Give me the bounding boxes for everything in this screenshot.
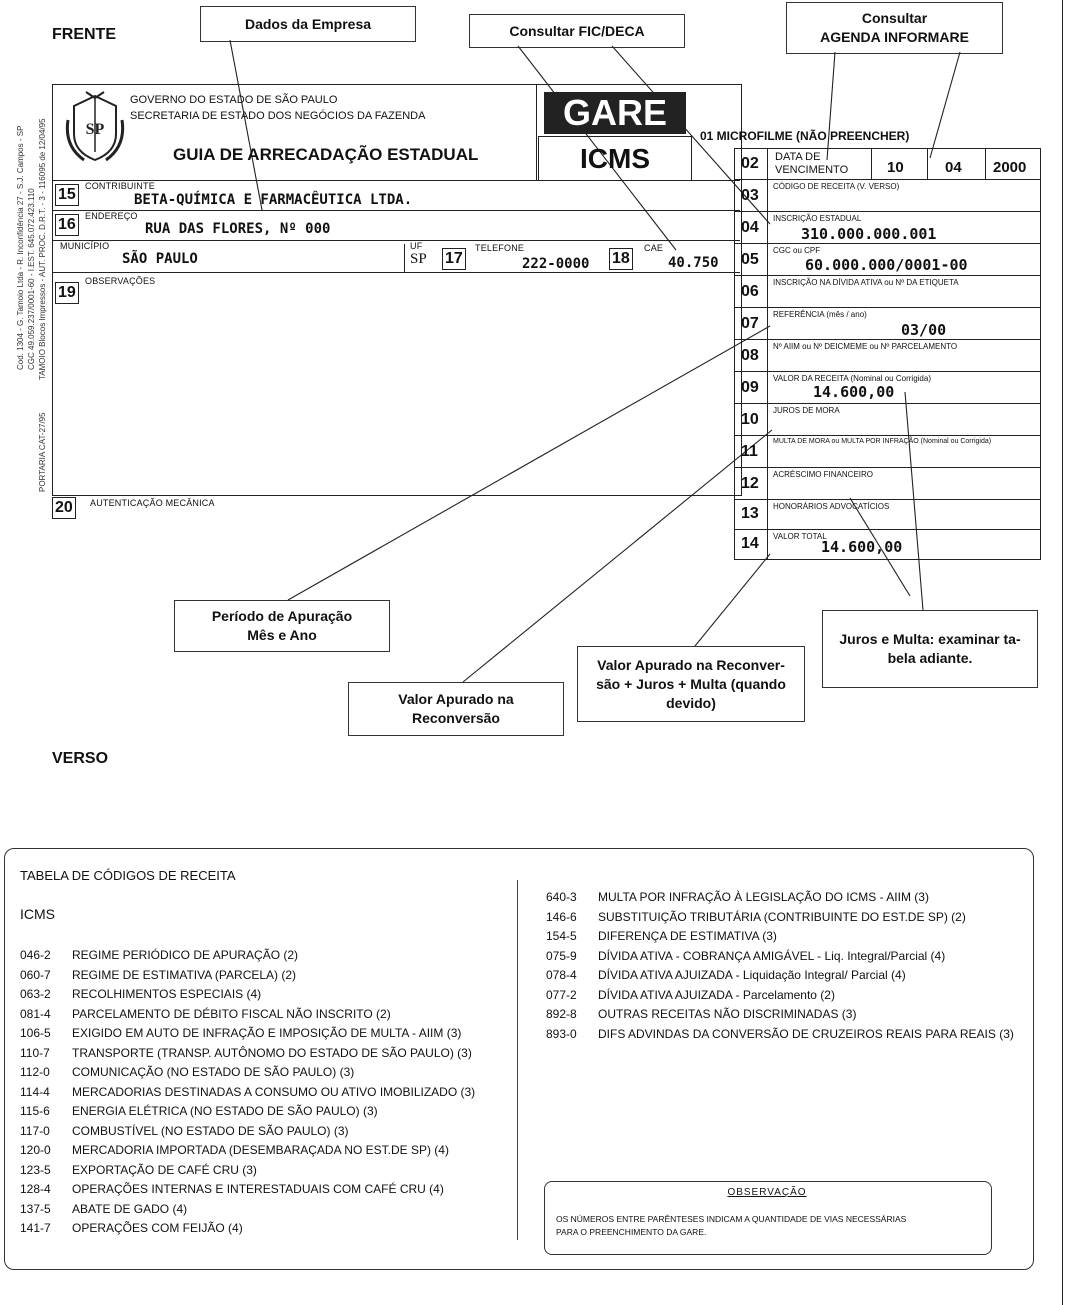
revenue-description: MERCADORIAS DESTINADAS A CONSUMO OU ATIVO IMOBILIZADO (3) <box>72 1084 476 1099</box>
field-08-number: 08 <box>741 347 759 364</box>
revenue-code: 640-3 <box>546 890 577 904</box>
callout-total-line1: Valor Apurado na Reconver- <box>597 656 785 673</box>
municipality-label: MUNICÍPIO <box>60 241 110 251</box>
callout-value-line2: Reconversão <box>412 710 500 726</box>
code-row <box>20 1104 378 1118</box>
revenue-code: 060-7 <box>20 967 51 982</box>
field-08-label: Nº AIIM ou Nº DEICMEME ou Nº PARCELAMENTO <box>773 342 958 351</box>
revenue-description: DÍVIDA ATIVA - COBRANÇA AMIGÁVEL - Liq. Integral/Parcial (4) <box>598 948 946 963</box>
revenue-code: 081-4 <box>20 1006 51 1021</box>
page-right-border <box>1062 0 1063 1305</box>
field-15-label: CONTRIBUINTE <box>85 181 155 191</box>
field-12-label: ACRÉSCIMO FINANCEIRO <box>773 470 874 479</box>
revenue-code: 114-4 <box>20 1084 50 1099</box>
revenue-code: 128-4 <box>20 1182 51 1196</box>
callout-period-line2: Mês e Ano <box>247 627 317 643</box>
field-09-number: 09 <box>741 379 759 396</box>
gare-badge: GARE <box>544 92 686 134</box>
revenue-code: 075-9 <box>546 948 577 963</box>
code-row <box>20 1026 461 1040</box>
code-row <box>20 1221 243 1235</box>
due-year: 2000 <box>993 159 1027 176</box>
revenue-description: EXIGIDO EM AUTO DE INFRAÇÃO E IMPOSIÇÃO DE MULTA - AIIM (3) <box>72 1026 462 1040</box>
revenue-description: EXPORTAÇÃO DE CAFÉ CRU (3) <box>72 1162 257 1177</box>
field-10-label: JUROS DE MORA <box>773 406 840 415</box>
due-date-label-line1: DATA DE <box>775 151 821 163</box>
field-16-value: RUA DAS FLORES, Nº 000 <box>145 221 331 237</box>
field-06-number: 06 <box>741 283 759 300</box>
due-date-label <box>775 151 848 177</box>
field-17-value: 222-0000 <box>522 256 590 272</box>
revenue-description: SUBSTITUIÇÃO TRIBUTÁRIA (CONTRIBUINTE DO EST.DE SP) (2) <box>598 909 966 924</box>
revenue-description: OUTRAS RECEITAS NÃO DISCRIMINADAS (3) <box>598 1007 857 1021</box>
revenue-description: DIFERENÇA DE ESTIMATIVA (3) <box>598 929 777 943</box>
field-18-number: 18 <box>609 248 633 270</box>
microfilm-note: 01 MICROFILME (NÃO PREENCHER) <box>700 129 910 143</box>
field-14-number: 14 <box>741 535 759 552</box>
callout-total-line3: devido) <box>666 694 716 711</box>
field-17-number: 17 <box>442 248 466 270</box>
field-12-number: 12 <box>741 475 759 492</box>
tax-label: ICMS <box>20 906 55 922</box>
field-14-label: VALOR TOTAL <box>773 532 827 541</box>
uf-label: UF <box>410 241 423 251</box>
revenue-description: DÍVIDA ATIVA AJUIZADA - Parcelamento (2) <box>598 987 835 1002</box>
field-06-label: INSCRIÇÃO NA DÍVIDA ATIVA ou Nº DA ETIQUETA <box>773 278 959 287</box>
field-20-number: 20 <box>52 497 76 519</box>
field-05-label: CGC ou CPF <box>773 246 821 255</box>
back-section-title: VERSO <box>52 750 109 767</box>
gov-line2: SECRETARIA DE ESTADO DOS NEGÓCIOS DA FAZENDA <box>130 110 426 122</box>
code-row <box>546 910 966 924</box>
code-row <box>20 1163 257 1177</box>
callout-total-line2: são + Juros + Multa (quando <box>596 675 786 692</box>
field-11-number: 11 <box>741 443 758 460</box>
field-03-label: CÓDIGO DE RECEITA (V. VERSO) <box>773 182 900 191</box>
printer-info-line3: TAMOIO Blocos Impressos - AUT. PROC. D.R.T. - 3 - 116095 de 12/04/95 <box>38 118 47 380</box>
observation-line1: OS NÚMEROS ENTRE PARÊNTESES INDICAM A QUANTIDADE DE VIAS NECESSÁRIAS <box>556 1214 907 1224</box>
code-row <box>546 1007 856 1021</box>
code-row <box>546 949 945 963</box>
field-18-value: 40.750 <box>668 255 719 271</box>
field-10-number: 10 <box>741 411 759 428</box>
field-16-label: ENDEREÇO <box>85 211 138 221</box>
municipality-value: SÃO PAULO <box>122 251 198 267</box>
revenue-code: 046-2 <box>20 948 51 962</box>
code-row <box>20 1124 349 1138</box>
callout-interest-line2: bela adiante. <box>887 650 973 666</box>
code-row <box>20 1065 354 1079</box>
front-section-title: FRENTE <box>52 26 116 43</box>
field-20-label: AUTENTICAÇÃO MECÂNICA <box>90 498 215 508</box>
code-row <box>20 1007 391 1021</box>
code-row <box>546 968 906 982</box>
revenue-description: COMBUSTÍVEL (NO ESTADO DE SÃO PAULO) (3) <box>72 1123 349 1138</box>
revenue-code: 115-6 <box>20 1104 50 1118</box>
gov-line1: GOVERNO DO ESTADO DE SÃO PAULO <box>130 94 338 106</box>
due-day: 10 <box>887 159 904 176</box>
field-13-label: HONORÁRIOS ADVOCATÍCIOS <box>773 502 890 511</box>
code-row <box>20 1085 475 1099</box>
revenue-description: REGIME DE ESTIMATIVA (PARCELA) (2) <box>72 967 297 982</box>
revenue-code: 077-2 <box>546 987 577 1002</box>
due-month: 04 <box>945 159 962 176</box>
revenue-code: 137-5 <box>20 1201 51 1216</box>
printer-info-line2: CGC 49.059.237/0001-60 - I.EST. 645.072.423.110 <box>27 188 36 370</box>
field-19-label: OBSERVAÇÕES <box>85 276 156 286</box>
code-row <box>20 1046 472 1060</box>
revenue-code: 078-4 <box>546 968 577 982</box>
code-row <box>546 929 777 943</box>
field-02-number: 02 <box>741 155 759 172</box>
code-row <box>20 987 261 1001</box>
field-14-value: 14.600,00 <box>821 538 903 556</box>
code-row <box>20 968 296 982</box>
revenue-description: RECOLHIMENTOS ESPECIAIS (4) <box>72 987 262 1001</box>
revenue-description: PARCELAMENTO DE DÉBITO FISCAL NÃO INSCRITO (2) <box>72 1006 391 1021</box>
code-row <box>20 1143 449 1157</box>
revenue-description: ABATE DE GADO (4) <box>72 1201 188 1216</box>
field-07-value: 03/00 <box>901 321 947 339</box>
revenue-description: TRANSPORTE (TRANSP. AUTÔNOMO DO ESTADO DE SÃO PAULO) (3) <box>72 1045 472 1060</box>
revenue-code: 892-8 <box>546 1007 577 1021</box>
revenue-code: 106-5 <box>20 1026 51 1040</box>
code-row <box>546 988 835 1002</box>
coat-of-arms-letters: SP <box>85 121 105 138</box>
code-row <box>20 1202 187 1216</box>
field-15-number: 15 <box>55 184 79 206</box>
revenue-code: 112-0 <box>20 1065 50 1079</box>
sp-coat-of-arms-icon <box>62 90 128 166</box>
observation-title: OBSERVAÇÃO <box>727 1187 807 1198</box>
revenue-description: COMUNICAÇÃO (NO ESTADO DE SÃO PAULO) (3) <box>72 1065 355 1079</box>
revenue-code: 893-0 <box>546 1026 577 1041</box>
field-15-value: BETA-QUÍMICA E FARMACÊUTICA LTDA. <box>134 192 413 208</box>
field-07-label: REFERÊNCIA (mês / ano) <box>773 310 867 319</box>
uf-value: SP <box>410 251 427 267</box>
field-04-value: 310.000.000.001 <box>801 225 937 243</box>
callout-value-line1: Valor Apurado na <box>398 691 514 707</box>
field-16-number: 16 <box>55 214 79 236</box>
form-title: GUIA DE ARRECADAÇÃO ESTADUAL <box>173 145 479 164</box>
revenue-code: 141-7 <box>20 1221 51 1235</box>
revenue-description: MULTA POR INFRAÇÃO À LEGISLAÇÃO DO ICMS - AIIM (3) <box>598 890 929 904</box>
revenue-description: DÍVIDA ATIVA AJUIZADA - Liquidação Integral/ Parcial (4) <box>598 968 906 982</box>
revenue-description: OPERAÇÕES COM FEIJÃO (4) <box>72 1221 243 1235</box>
code-row <box>20 948 298 962</box>
field-11-label: MULTA DE MORA ou MULTA POR INFRAÇÃO (Nominal ou Corrigida) <box>773 438 992 445</box>
revenue-code: 117-0 <box>20 1123 50 1138</box>
revenue-code: 146-6 <box>546 909 577 924</box>
table-title: TABELA DE CÓDIGOS DE RECEITA <box>20 868 236 883</box>
revenue-description: REGIME PERIÓDICO DE APURAÇÃO (2) <box>72 948 299 962</box>
revenue-description: OPERAÇÕES INTERNAS E INTERESTADUAIS COM CAFÉ CRU (4) <box>72 1182 444 1196</box>
revenue-code: 120-0 <box>20 1143 51 1157</box>
field-19-number: 19 <box>55 282 79 304</box>
field-05-value: 60.000.000/0001-00 <box>805 256 968 274</box>
printer-info-line4: PORTARIA CAT-27/95 <box>38 412 47 492</box>
revenue-code: 123-5 <box>20 1162 51 1177</box>
callout-interest-line1: Juros e Multa: examinar ta- <box>839 631 1021 647</box>
revenue-code: 154-5 <box>546 929 577 943</box>
callout-company-data-text: Dados da Empresa <box>244 15 372 32</box>
field-05-number: 05 <box>741 251 759 268</box>
field-09-label: VALOR DA RECEITA (Nominal ou Corrigida) <box>773 374 931 383</box>
icms-label: ICMS <box>538 136 692 181</box>
due-date-label-line2: VENCIMENTO <box>775 164 849 176</box>
callout-fic-deca-text: Consultar FIC/DECA <box>509 22 645 39</box>
field-03-number: 03 <box>741 187 759 204</box>
printer-info-line1: Cod. 1304 - G. Tamoio Ltda - R. Inconfidência 27 - S.J. Campos - SP <box>16 125 25 370</box>
revenue-description: ENERGIA ELÉTRICA (NO ESTADO DE SÃO PAULO) (3) <box>72 1104 378 1118</box>
callout-period-line1: Período de Apuração <box>211 608 353 624</box>
callout-agenda-line2: AGENDA INFORMARE <box>820 29 969 45</box>
field-18-label: CAE <box>644 243 664 253</box>
field-17-label: TELEFONE <box>475 243 525 253</box>
revenue-description: DIFS ADVINDAS DA CONVERSÃO DE CRUZEIROS REAIS PARA REAIS (3) <box>598 1026 1014 1041</box>
observation-line2: PARA O PREENCHIMENTO DA GARE. <box>556 1227 707 1237</box>
revenue-code: 110-7 <box>20 1045 50 1060</box>
field-07-number: 07 <box>741 315 759 332</box>
revenue-description: MERCADORIA IMPORTADA (DESEMBARAÇADA NO EST.DE SP) (4) <box>72 1143 449 1157</box>
field-04-label: INSCRIÇÃO ESTADUAL <box>773 214 862 223</box>
code-row <box>546 1027 1014 1041</box>
code-row <box>20 1182 444 1196</box>
callout-agenda-line1: Consultar <box>861 10 928 26</box>
code-row <box>546 890 929 904</box>
field-09-value: 14.600,00 <box>813 383 895 401</box>
revenue-code: 063-2 <box>20 987 51 1001</box>
gare-right-column <box>734 148 1041 560</box>
field-04-number: 04 <box>741 219 759 236</box>
field-13-number: 13 <box>741 505 759 522</box>
